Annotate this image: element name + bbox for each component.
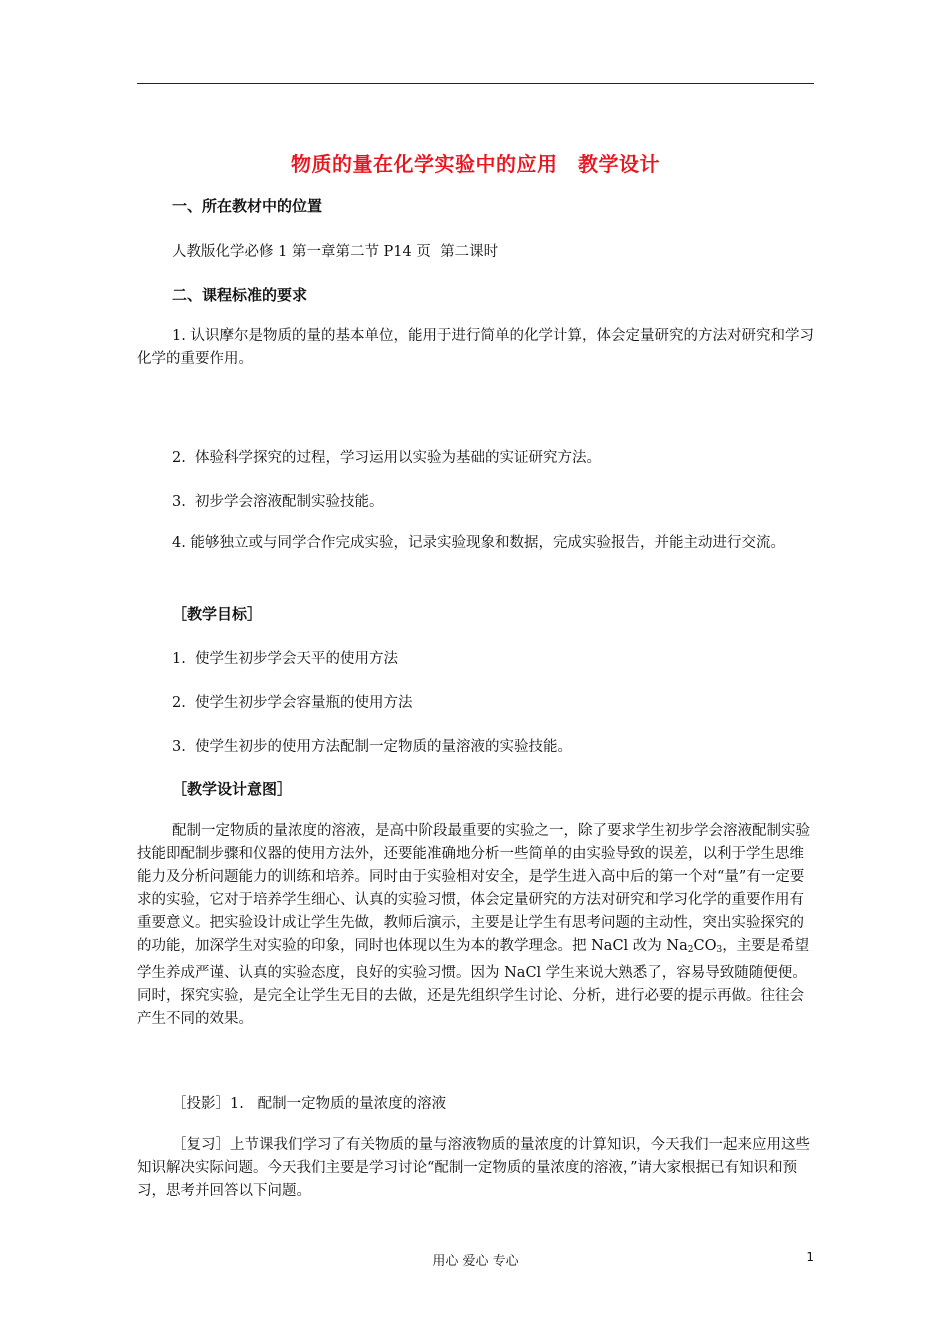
document-title: 物质的量在化学实验中的应用 教学设计 (291, 152, 660, 176)
textbook-position-text: 人教版化学必修 1 第一章第二节 P14 页 第二课时 (172, 244, 499, 260)
design-intent-heading: ［教学设计意图］ (172, 780, 293, 798)
page-number: 1 (806, 1250, 814, 1264)
section-heading-position: 一、所在教材中的位置 (172, 197, 323, 215)
goal-item-3: 3. 使学生初步的使用方法配制一定物质的量溶液的实验技能。 (172, 739, 573, 755)
standard-item-3: 3. 初步学会溶液配制实验技能。 (172, 494, 384, 510)
section-heading-standards: 二、课程标准的要求 (172, 286, 308, 304)
standard-item-2: 2. 体验科学探究的过程，学习运用以实验为基础的实证研究方法。 (172, 450, 602, 466)
projection-line: ［投影］1. 配制一定物质的量浓度的溶液 (172, 1096, 447, 1112)
page-footer (137, 1250, 814, 1269)
goals-heading: ［教学目标］ (172, 605, 263, 623)
standard-item-4: 4. 能够独立或与同学合作完成实验，记录实验现象和数据，完成实验报告，并能主动进行交流。 (172, 535, 785, 551)
standard-item-1: 1. 认识摩尔是物质的量的基本单位，能用于进行简单的化学计算，体会定量研究的方法对研究和学习化学的重要作用。 (137, 328, 814, 367)
goal-item-1: 1. 使学生初步学会天平的使用方法 (172, 651, 399, 667)
goal-item-2: 2. 使学生初步学会容量瓶的使用方法 (172, 695, 413, 711)
review-paragraph: ［复习］上节课我们学习了有关物质的量与溶液物质的量浓度的计算知识，今天我们一起来应用这些知识解决实际问题。今天我们主要是学习讨论“配制一定物质的量浓度的溶液，”请大家根据已有知识和预习，思考并回答以下问题。 (137, 1137, 810, 1199)
header-rule (137, 83, 814, 84)
design-intent-paragraph: 配制一定物质的量浓度的溶液，是高中阶段最重要的实验之一，除了要求学生初步学会溶液配制实验技能即配制步骤和仪器的使用方法外，还要能准确地分析一些简单的由实验导致的误差，以利于学生思维能力及分析问题能力的训练和培养。同时由于实验相对安全，是学生进入高中后的第一个对“量”有一定要求的实验，它对于培养学生细心、认真的实验习惯，体会定量研究的方法对研究和学习化学的重要作用有重要意义。把实验设计成让学生先做，教师后演示，主要是让学生有思考问题的主动性，突出实验探究的的功能，加深学生对实验的印象，同时也体现以生为本的教学理念。把 NaCl 改为 $Na_2CO_3$，主要是希望学生养成严谨、认真的实验态度，良好的实验习惯。因为 NaCl 学生来说大熟悉了，容易导致随随便便。同时，探究实验，是完全让学生无目的去做，还是先组织学生讨论、分析，进行必要的提示再做。往往会产生不同的效果。 (137, 823, 810, 1027)
footer-motto: 用心 爱心 专心 (432, 1254, 519, 1269)
